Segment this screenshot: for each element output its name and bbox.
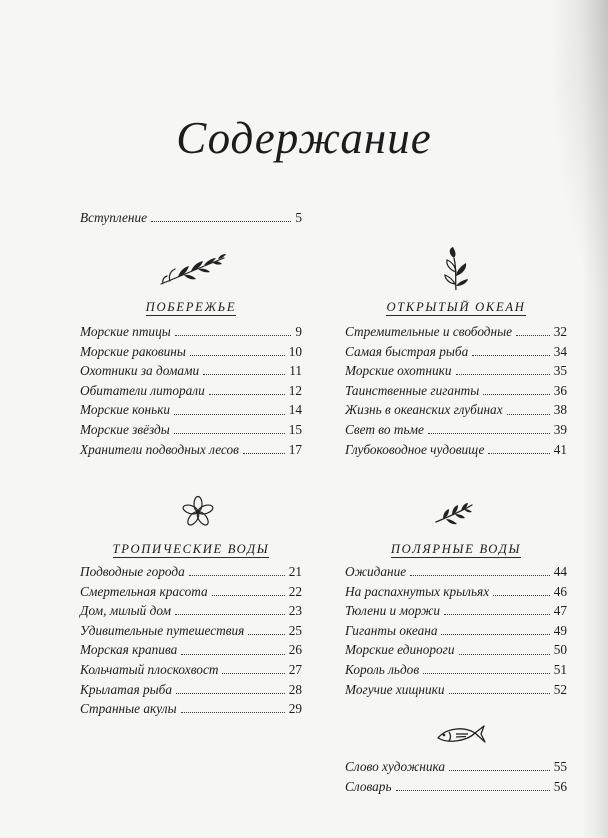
toc-row <box>80 361 302 381</box>
section-heading: ПОЛЯРНЫЕ ВОДЫ <box>390 542 522 556</box>
toc-label: Таинственные гиганты <box>345 382 480 398</box>
toc-page: 27 <box>288 661 302 677</box>
toc-row <box>345 640 567 660</box>
toc-row <box>345 361 567 381</box>
toc-row <box>80 680 302 700</box>
dot-leader <box>209 394 285 395</box>
toc-page: 39 <box>553 421 567 437</box>
section-heading: ПОБЕРЕЖЬЕ <box>145 300 237 314</box>
toc-row <box>345 660 567 680</box>
toc-row <box>345 562 567 582</box>
dot-leader <box>488 453 549 454</box>
toc-label: Вступление <box>80 210 148 225</box>
toc-row <box>345 601 567 621</box>
section-polar-list <box>345 562 567 699</box>
dot-leader <box>212 595 285 596</box>
toc-label: Морские единороги <box>345 642 455 658</box>
dot-leader <box>181 654 284 655</box>
toc-page: 52 <box>553 681 567 697</box>
dot-leader <box>449 770 550 771</box>
toc-page: 47 <box>553 603 567 619</box>
toc-page: 50 <box>553 642 567 658</box>
section-open-ocean-list <box>345 322 567 459</box>
toc-row <box>345 400 567 420</box>
toc-page: 51 <box>553 661 567 677</box>
toc-page: 17 <box>288 441 302 457</box>
seaweed-icon <box>440 246 472 292</box>
toc-page: 5 <box>295 210 302 225</box>
toc-row <box>80 440 302 460</box>
toc-page: 49 <box>553 622 567 638</box>
toc-label: Глубоководное чудовище <box>345 441 485 457</box>
toc-label: Охотники за домами <box>80 363 200 379</box>
toc-label: Морские коньки <box>80 402 171 418</box>
toc-page: 36 <box>553 382 567 398</box>
dot-leader <box>203 374 285 375</box>
toc-row <box>345 420 567 440</box>
dot-leader <box>428 433 550 434</box>
toc-row <box>345 440 567 460</box>
toc-page: 55 <box>553 759 567 774</box>
dot-leader <box>483 394 549 395</box>
dot-leader <box>243 453 285 454</box>
section-tropical <box>80 540 302 560</box>
toc-page: 35 <box>553 363 567 379</box>
dot-leader <box>222 673 284 674</box>
dot-leader <box>174 433 285 434</box>
toc-label: Удивительные путешествия <box>80 622 245 638</box>
toc-page: 32 <box>553 324 567 339</box>
toc-page: 10 <box>288 343 302 359</box>
appendix-list <box>345 757 567 796</box>
toc-row <box>80 660 302 680</box>
toc-page: 46 <box>553 583 567 599</box>
toc-label: Король льдов <box>345 661 420 677</box>
toc-row <box>80 699 302 719</box>
toc-page: 28 <box>288 681 302 697</box>
toc-label: Странные акулы <box>80 701 177 717</box>
dot-leader <box>189 575 285 576</box>
dot-leader <box>459 654 550 655</box>
toc-row <box>80 582 302 602</box>
toc-row <box>345 582 567 602</box>
toc-label: На распахнутых крыльях <box>345 583 490 599</box>
toc-page: 44 <box>553 564 567 579</box>
section-heading: ОТКРЫТЫЙ ОКЕАН <box>386 300 526 314</box>
section-tropical-list <box>80 562 302 719</box>
toc-label: Жизнь в океанских глубинах <box>345 402 503 418</box>
toc-label: Крылатая рыба <box>80 681 173 697</box>
toc-page: 34 <box>553 343 567 359</box>
dot-leader <box>176 693 285 694</box>
toc-label: Морские раковины <box>80 343 186 359</box>
toc-label: Морские охотники <box>345 363 452 379</box>
toc-page: 23 <box>288 603 302 619</box>
toc-row <box>345 322 567 342</box>
dot-leader <box>441 634 549 635</box>
dot-leader <box>174 414 285 415</box>
toc-row <box>80 208 302 228</box>
section-open-ocean <box>345 298 567 318</box>
toc-label: Обитатели литорали <box>80 382 205 398</box>
dot-leader <box>175 335 292 336</box>
branch-icon <box>158 250 228 288</box>
intro-entry <box>80 208 302 228</box>
section-coast-list <box>80 322 302 459</box>
toc-label: Ожидание <box>345 564 407 579</box>
toc-page: 15 <box>288 421 302 437</box>
toc-page: 9 <box>295 324 302 339</box>
toc-row <box>345 777 567 797</box>
toc-page: 38 <box>553 402 567 418</box>
toc-label: Могучие хищники <box>345 681 445 697</box>
toc-row <box>345 342 567 362</box>
toc-label: Морские звёзды <box>80 421 170 437</box>
flower-icon <box>182 495 214 529</box>
section-polar <box>345 540 567 560</box>
toc-row <box>80 322 302 342</box>
toc-label: Морские птицы <box>80 324 171 339</box>
dot-leader <box>248 634 284 635</box>
dot-leader <box>456 374 550 375</box>
dot-leader <box>175 614 285 615</box>
page-title: Содержание <box>176 113 432 163</box>
toc-page: 12 <box>288 382 302 398</box>
toc-page: 26 <box>288 642 302 658</box>
toc-label: Стремительные и свободные <box>345 324 513 339</box>
toc-page: 11 <box>289 363 302 379</box>
dot-leader <box>449 693 550 694</box>
toc-page: 29 <box>288 701 302 717</box>
toc-label: Подводные города <box>80 564 185 579</box>
toc-row <box>80 621 302 641</box>
toc-label: Гиганты океана <box>345 622 438 638</box>
toc-page: 41 <box>553 441 567 457</box>
dot-leader <box>472 355 549 356</box>
toc-page: 14 <box>288 402 302 418</box>
toc-row <box>80 420 302 440</box>
section-heading: ТРОПИЧЕСКИЕ ВОДЫ <box>112 542 270 556</box>
toc-label: Морская крапива <box>80 642 178 658</box>
toc-label: Тюлени и моржи <box>345 603 440 619</box>
twig-icon <box>434 500 474 528</box>
toc-label: Самая быстрая рыба <box>345 343 469 359</box>
toc-label: Смертельная красота <box>80 583 208 599</box>
dot-leader <box>423 673 550 674</box>
toc-page: 56 <box>553 778 567 794</box>
toc-row <box>80 562 302 582</box>
toc-label: Хранители подводных лесов <box>80 441 239 457</box>
dot-leader <box>181 712 285 713</box>
dot-leader <box>151 221 291 222</box>
toc-row <box>80 400 302 420</box>
dot-leader <box>410 575 550 576</box>
toc-label: Словарь <box>345 778 392 794</box>
toc-row <box>345 621 567 641</box>
toc-page: 21 <box>288 564 302 579</box>
toc-label: Кольчатый плоскохвост <box>80 661 219 677</box>
toc-label: Свет во тьме <box>345 421 424 437</box>
toc-row <box>80 342 302 362</box>
toc-label: Слово художника <box>345 759 446 774</box>
dot-leader <box>190 355 285 356</box>
fish-icon <box>434 721 488 749</box>
toc-row <box>80 601 302 621</box>
dot-leader <box>493 595 550 596</box>
toc-row <box>345 680 567 700</box>
toc-row <box>345 381 567 401</box>
toc-row <box>80 381 302 401</box>
dot-leader <box>444 614 550 615</box>
dot-leader <box>507 414 550 415</box>
toc-page: 25 <box>288 622 302 638</box>
toc-page: 22 <box>288 583 302 599</box>
dot-leader <box>396 790 550 791</box>
toc-row <box>345 757 567 777</box>
toc-row <box>80 640 302 660</box>
section-coast <box>80 298 302 318</box>
dot-leader <box>516 335 550 336</box>
toc-label: Дом, милый дом <box>80 603 172 619</box>
